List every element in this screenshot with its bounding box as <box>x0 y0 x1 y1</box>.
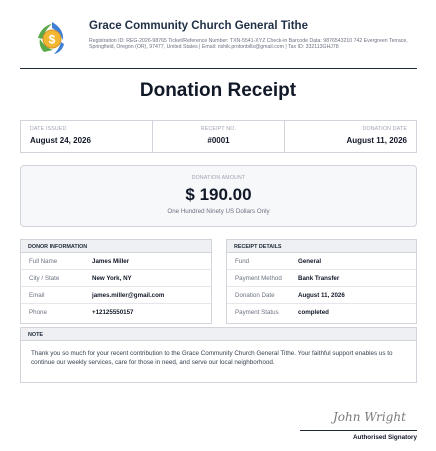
page-title: Donation Receipt <box>139 80 297 101</box>
receipt-row-label: Fund <box>235 257 250 265</box>
receipt-row-value: Bank Transfer <box>298 274 340 282</box>
organization-name: Grace Community Church General Tithe <box>89 20 308 32</box>
receipt-row-value: completed <box>298 309 329 316</box>
receipt-details-heading: RECEIPT DETAILS <box>227 240 416 253</box>
receipt-details-panel <box>226 239 417 324</box>
donation-amount-label: DONATION AMOUNT <box>191 175 246 181</box>
receipt-number-label: RECEIPT NO. <box>200 126 237 132</box>
receipt-row <box>227 253 416 270</box>
receipt-header <box>20 14 418 68</box>
donation-amount-words: One Hundred Ninety US Dollars Only <box>167 208 270 215</box>
note-heading: NOTE <box>21 328 416 341</box>
receipt-row-label: Donation Date <box>235 291 275 299</box>
donation-amount-box <box>20 165 417 227</box>
donor-row <box>21 270 211 287</box>
donor-row-value: +12125550157 <box>92 309 134 316</box>
note-text: Thank you so much for your recent contribution to the Grace Community Church General Tithe. Your faithful support enables us to continue our weekly services, care for those in need, and serve our local neighborhood. <box>31 350 393 366</box>
donor-row <box>21 253 211 270</box>
donor-row <box>21 304 211 321</box>
donation-date-cell <box>285 121 416 152</box>
receipt-row-value: August 11, 2026 <box>298 291 345 299</box>
receipt-row-label: Payment Status <box>235 309 279 316</box>
donation-date-value: August 11, 2026 <box>346 136 407 145</box>
date-issued-value: August 24, 2026 <box>30 136 91 145</box>
donor-row-value: New York, NY <box>92 274 132 282</box>
donation-date-label: DONATION DATE <box>362 126 407 132</box>
donor-row <box>21 287 211 304</box>
receipt-row <box>227 287 416 304</box>
donor-row-label: Email <box>29 291 45 299</box>
note-panel <box>20 327 417 383</box>
receipt-info-bar <box>20 120 417 153</box>
donor-row-value: James Miller <box>92 257 130 265</box>
date-issued-label: DATE ISSUED <box>30 126 67 132</box>
signature-line <box>300 430 417 431</box>
receipt-number-value: #0001 <box>207 136 230 145</box>
dollar-coin-leaf-icon <box>34 20 70 56</box>
receipt-row <box>227 270 416 287</box>
signature-label: Authorised Signatory <box>352 434 417 441</box>
donor-row-label: Phone <box>29 309 47 316</box>
receipt-row-label: Payment Method <box>235 274 282 282</box>
receipt-row <box>227 304 416 321</box>
donor-row-label: City / State <box>29 274 60 282</box>
donor-information-heading: DONOR INFORMATION <box>21 240 211 253</box>
svg-text:$: $ <box>48 32 56 47</box>
date-issued-cell <box>21 121 153 152</box>
donor-information-panel <box>20 239 212 324</box>
receipt-row-value: General <box>298 257 322 265</box>
signature-name: John Wright <box>333 410 406 424</box>
header-divider <box>20 68 417 69</box>
donor-row-value: james.miller@gmail.com <box>92 291 165 299</box>
donor-row-label: Full Name <box>29 257 58 265</box>
signature-image <box>300 405 417 427</box>
donation-amount-value: $ 190.00 <box>185 185 252 204</box>
receipt-number-cell <box>153 121 285 152</box>
organization-details: Registration ID: REG-2026-98765 Ticket/Reference Number: TXN-5541-XYZ Check-in Barcode Data: 9876543210 742 Evergreen Terrace, Springfield, Oregon (OR), 97477, United States | Email: rishik.protonbills@gmail.com | Tax ID: 332113GHJ78 <box>89 38 408 51</box>
